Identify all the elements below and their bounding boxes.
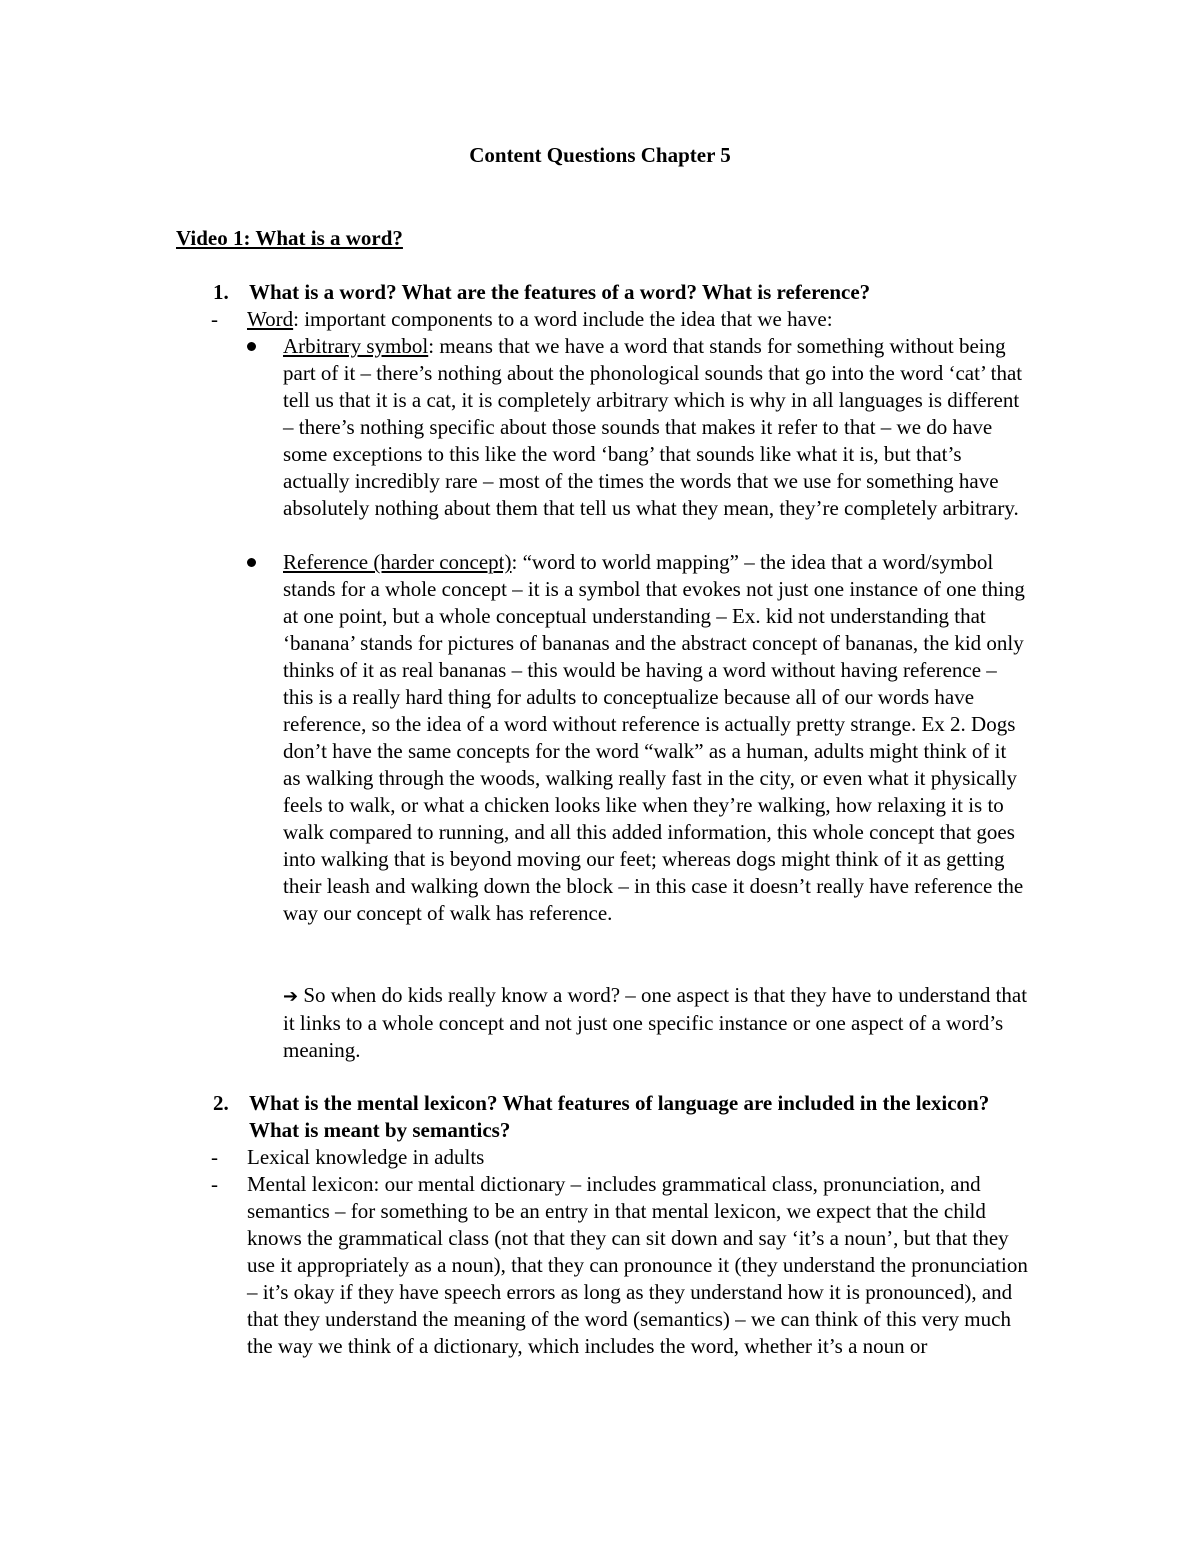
section-heading: Video 1: What is a word? [176,226,403,250]
arrow-note-text: So when do kids really know a word? – one aspect is that they have to understand that it links to a whole concept and not just one specific instance or one aspect of a word’s meaning. [283,983,1028,1062]
question-1 [213,279,1043,306]
arbitrary-symbol-term: Arbitrary symbol [283,334,429,358]
mental-lexicon-line [211,1171,1041,1387]
lexical-knowledge-line [211,1144,1041,1171]
reference-text: : “word to world mapping” – the idea that a word/symbol stands for a whole concept – it is a symbol that evokes not just one instance of one thing at one point, but a whole conceptual understanding – Ex. kid not understanding that ‘banana’ stands for pictures of bananas and the abstract concept of bananas, the kid only thinks of it as real bananas – this would be having a word without having reference – this is a really hard thing for adults to conceptualize because all of our words have reference, so the idea of a word without reference is actually pretty strange. Ex 2. Dogs don’t have the same concepts for the word “walk” as a human, adults might think of it as walking through the woods, walking really fast in the city, or even what it physically feels to walk, or what a chicken looks like when they’re walking, how relaxing it is to walk compared to running, and all this added information, this whole concept that goes into walking that is beyond moving our feet; whereas dogs might think of it as getting their leash and walking down the block – in this case it doesn’t really have reference the way our concept of walk has reference. [283,550,1025,925]
page-title: Content Questions Chapter 5 [469,143,731,167]
word-definition-text: : important components to a word include the idea that we have: [293,307,833,331]
reference-term: Reference (harder concept) [283,550,512,574]
arrow-note [247,982,1037,1063]
dash-marker: - [211,307,218,331]
bullet-reference [247,549,1037,981]
lexical-knowledge-text: Lexical knowledge in adults [247,1145,485,1169]
arrow-right-icon: ➔ [283,986,299,1007]
question-2 [213,1090,1043,1144]
bullet-arbitrary-symbol [247,333,1037,549]
dash-marker: - [211,1172,218,1196]
bullet-dot-icon [247,342,256,351]
word-definition-line [211,306,1041,333]
question-1-text: What is a word? What are the features of a word? What is reference? [249,280,871,304]
question-2-number: 2. [213,1091,229,1115]
arbitrary-symbol-text: : means that we have a word that stands for something without being part of it – there’s nothing about the phonological sounds that go into the word ‘cat’ that tell us that it is a cat, it is completely arbitrary which is why in all languages is different – there’s nothing specific about those sounds that makes it refer to that – we do have some exceptions to this like the word ‘bang’ that sounds like what it is, but that’s actually incredibly rare – most of the times the words that we use for something have absolutely nothing about them that tell us what they mean, they’re completely arbitrary. [283,334,1023,520]
bullet-dot-icon [247,558,256,567]
mental-lexicon-text: Mental lexicon: our mental dictionary – includes grammatical class, pronunciation, and semantics – for something to be an entry in that mental lexicon, we expect that the child knows the grammatical class (not that they can sit down and say ‘it’s a noun’, but that they use it appropriately as a noun), that they can pronounce it (they understand the pronunciation – it’s okay if they have speech errors as long as they understand how it is pronounced), and that they understand the meaning of the word (semantics) – we can think of this very much the way we think of a dictionary, which includes the word, whether it’s a noun or [247,1172,1028,1358]
word-term: Word [247,307,294,331]
question-1-number: 1. [213,280,229,304]
question-2-text: What is the mental lexicon? What features of language are included in the lexicon? What is meant by semantics? [249,1091,990,1142]
dash-marker: - [211,1145,218,1169]
